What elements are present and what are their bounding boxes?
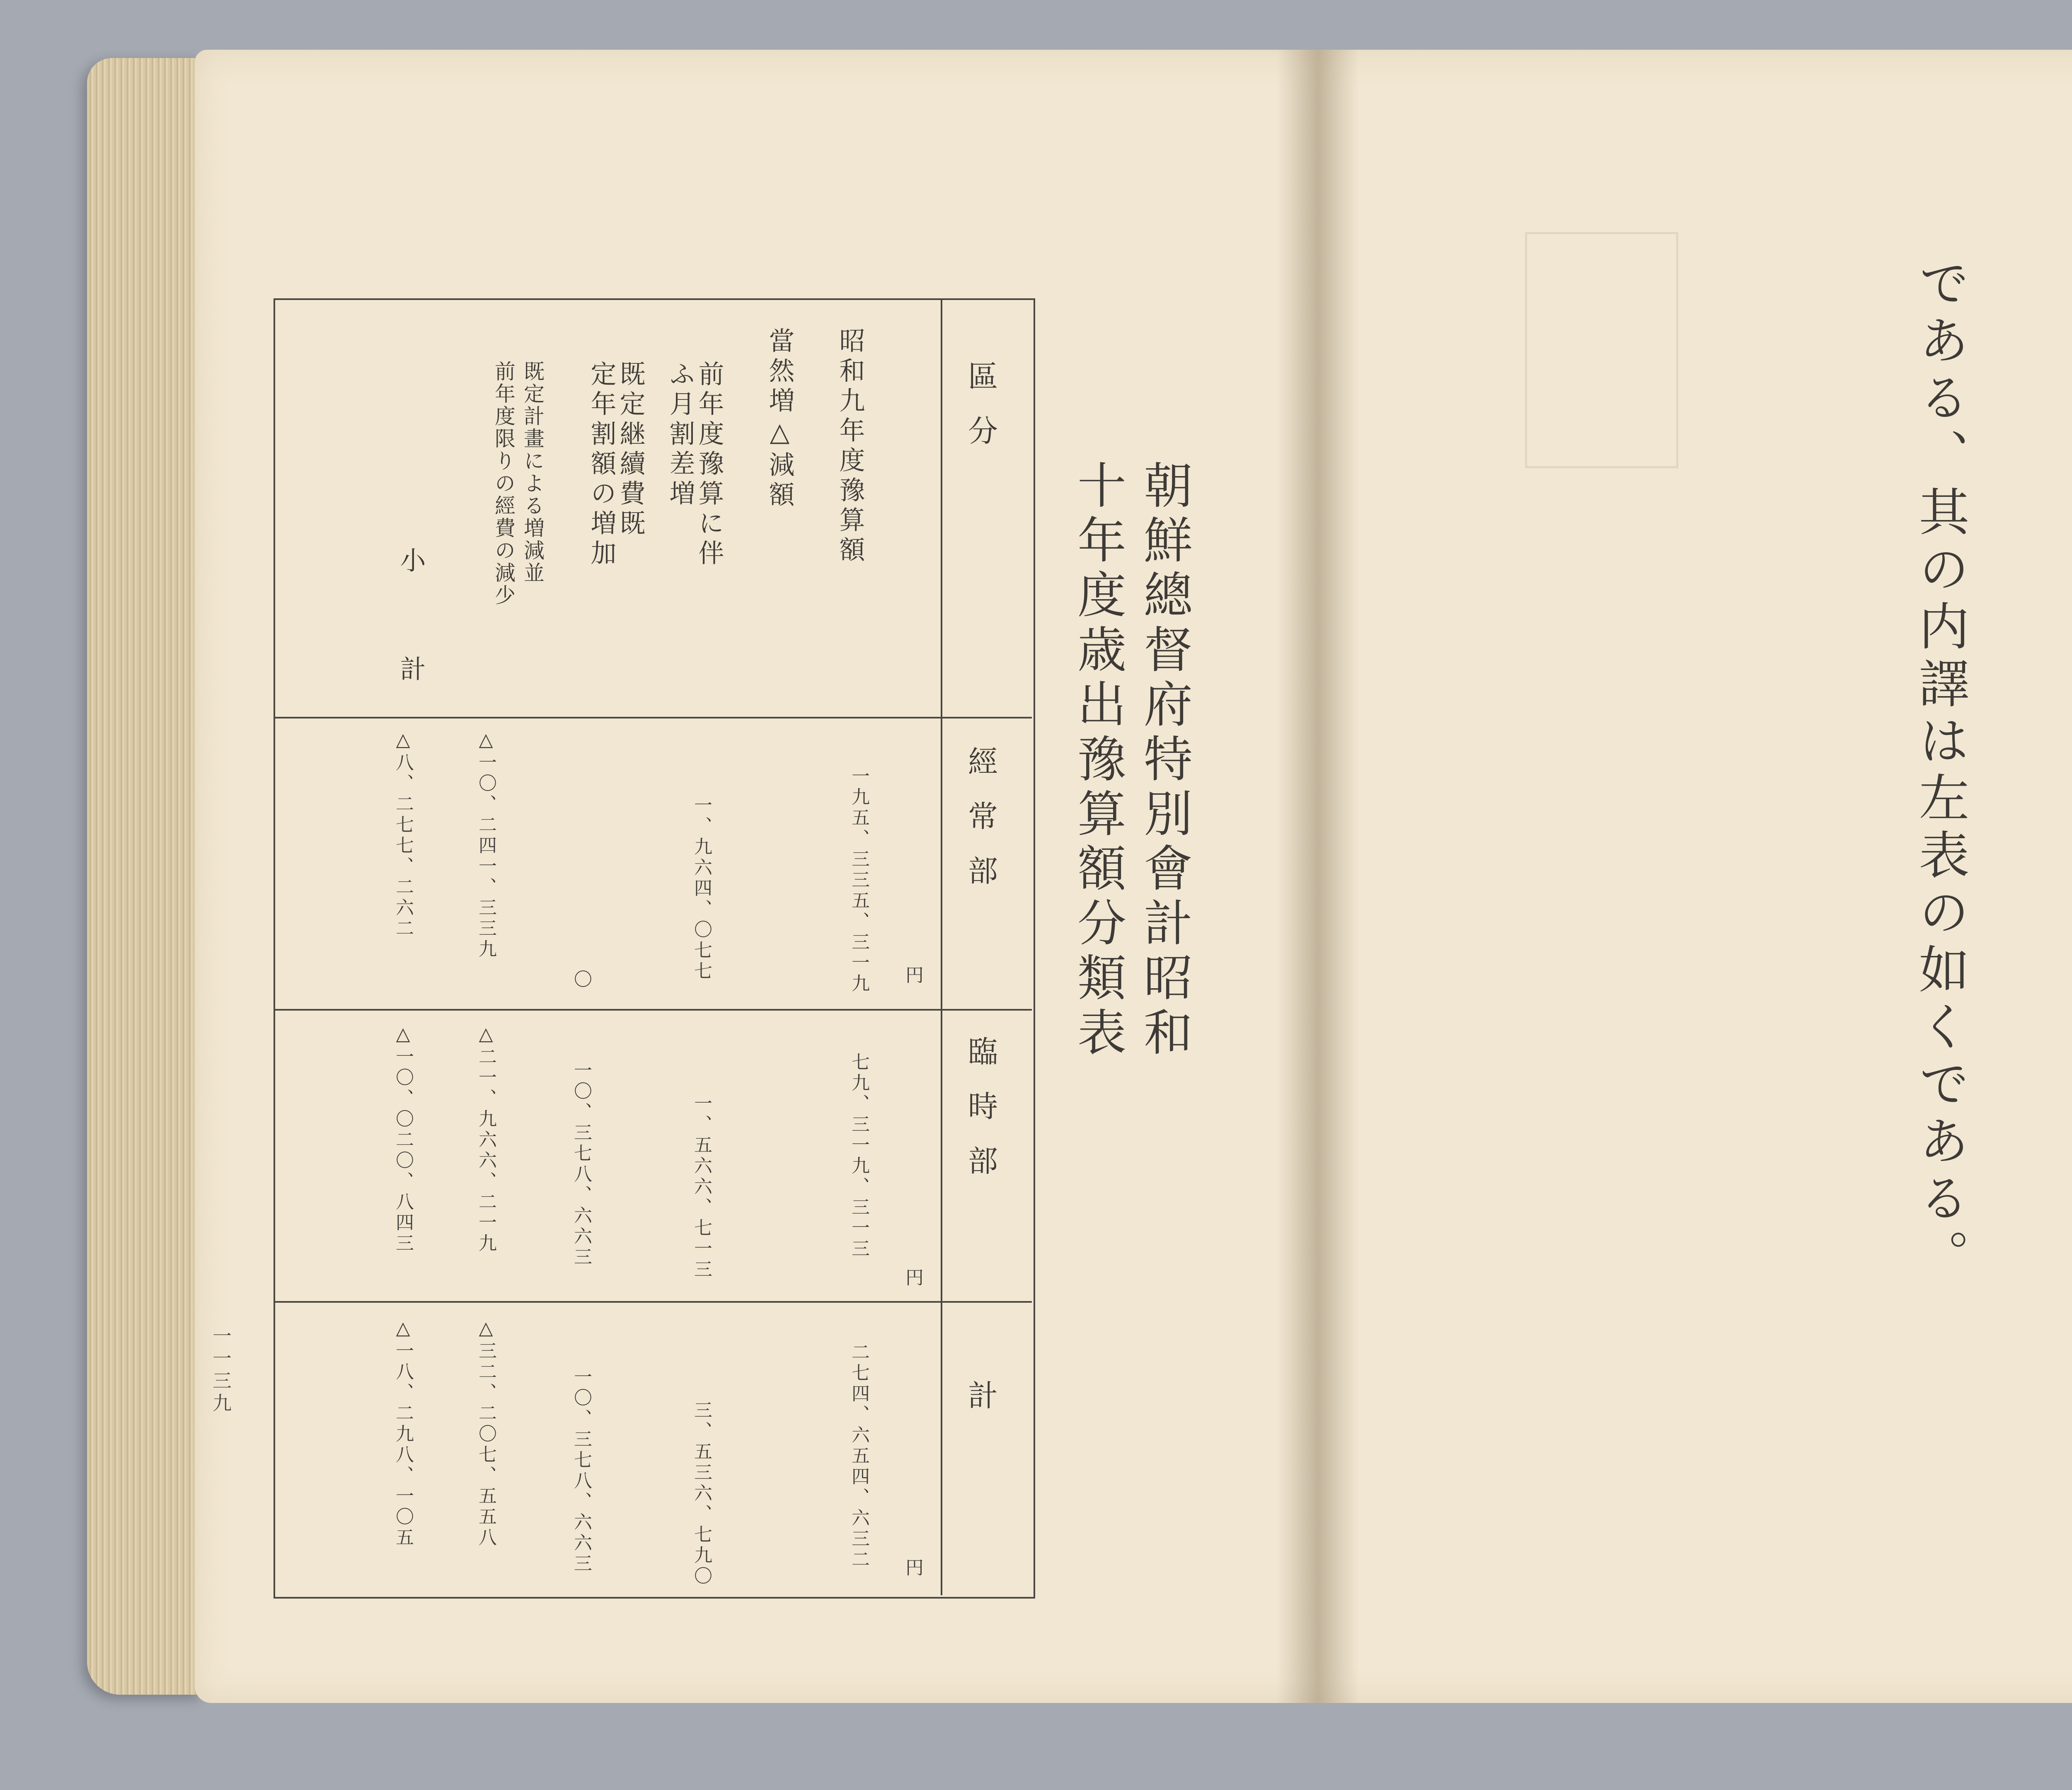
row-label-planned-2: 前年度限りの經費の減少 [491, 360, 516, 607]
page-number-left: 一一三九 [210, 1326, 232, 1415]
table-divider [274, 1009, 1032, 1011]
table-divider [941, 298, 942, 1595]
row-label-fy9-budget: 昭和九年度豫算額 [835, 327, 865, 566]
table-cell: 二七四、六五四、六三二 [848, 1342, 869, 1570]
row-label-monthly-diff-1: 前年度豫算に伴 [694, 360, 724, 569]
table-cell: △一〇、二四一、三三九 [475, 729, 496, 960]
table-header-rinji: 臨時部 [963, 1036, 998, 1200]
table-cell: 三、五三六、七九〇 [691, 1401, 712, 1587]
row-label-monthly-diff-2: ふ月割差増 [665, 360, 695, 510]
table-cell: 一九五、三三五、三一九 [848, 767, 869, 994]
unit-label: 円 [902, 965, 923, 986]
table-cell: 一、九六四、〇七七 [691, 796, 712, 982]
table-header-total: 計 [963, 1380, 998, 1434]
table-cell: 七九、三一九、三一三 [848, 1052, 869, 1260]
budget-table [274, 298, 1035, 1599]
table-divider [274, 1301, 1032, 1303]
table-title-line1: 朝鮮總督府特別會計昭和 [1135, 460, 1193, 1062]
page-edges-left [87, 58, 203, 1695]
table-header-category: 區分 [963, 360, 998, 470]
table-cell: 一〇、三七八、六六三 [571, 1061, 592, 1268]
unit-label: 円 [902, 1558, 923, 1579]
table-header-keijo: 經常部 [963, 746, 998, 910]
body-line-5: である、其の内譯は左表の如くである。 [1910, 257, 1969, 1286]
table-cell: 一〇、三七八、六六三 [571, 1367, 592, 1575]
row-label-continuing-2: 定年割額の増加 [586, 360, 617, 569]
show-through-stamp [1525, 232, 1678, 468]
row-label-natural-change: 當然増△減額 [765, 327, 795, 511]
table-cell: △一〇、〇二〇、八四三 [392, 1023, 414, 1254]
row-label-continuing-1: 既定継續費既 [615, 360, 646, 539]
table-divider [274, 717, 1032, 718]
table-title-line2: 十年度歳出豫算額分類表 [1069, 460, 1126, 1062]
table-cell: 〇 [571, 970, 592, 990]
table-cell: △八、二七七、二六二 [392, 729, 414, 939]
table-cell: △二一、九六六、二一九 [475, 1023, 496, 1254]
table-cell: 一、五六六、七一三 [691, 1094, 712, 1280]
row-label-planned-1: 既定計畫による増減並 [520, 360, 545, 584]
row-label-subtotal: 小計 [396, 547, 426, 764]
table-cell: △一八、二九八、一〇五 [392, 1318, 414, 1548]
book-gutter [1276, 50, 1359, 1703]
table-cell: △三二、二〇七、五五八 [475, 1318, 496, 1548]
unit-label: 円 [902, 1268, 923, 1289]
